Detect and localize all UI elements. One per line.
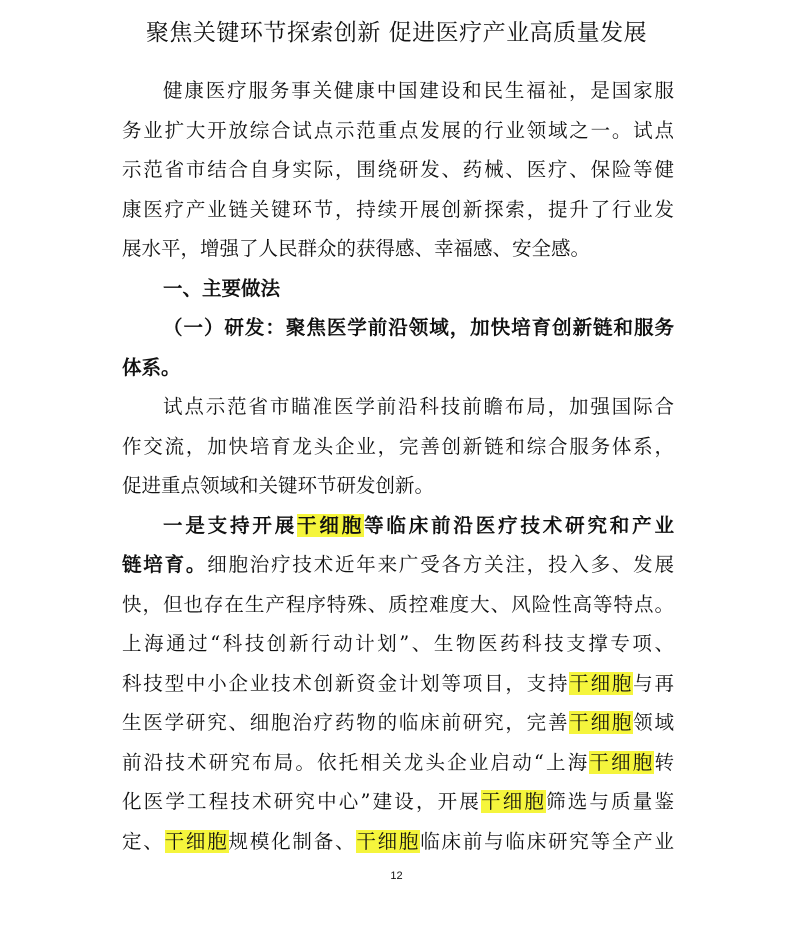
subsection-heading: （一）研发：聚焦医学前沿领域，加快培育创新链和服务	[163, 316, 674, 339]
page-number: 12	[390, 870, 403, 882]
paragraph-line: 科技型中小企业技术创新资金计划等项目，支持干细胞与再	[122, 671, 674, 695]
highlighted-term: 干细胞	[356, 829, 421, 853]
paragraph-line: 促进重点领域和关键环节研发创新。	[122, 474, 435, 497]
paragraph-line: 一是支持开展干细胞等临床前沿医疗技术研究和产业	[163, 513, 674, 537]
paragraph-line: 上海通过“科技创新行动计划”、生物医药科技支撑专项、	[122, 632, 674, 655]
paragraph-line: 试点示范省市瞄准医学前沿科技前瞻布局，加强国际合	[163, 395, 674, 418]
paragraph-line: 康医疗产业链关键环节，持续开展创新探索，提升了行业发	[122, 197, 674, 221]
highlighted-term: 干细胞	[297, 513, 365, 537]
paragraph-line: 生医学研究、细胞治疗药物的临床前研究，完善干细胞领域	[122, 711, 674, 734]
paragraph-line: 务业扩大开放综合试点示范重点发展的行业领域之一。试点	[122, 118, 674, 142]
paragraph-line: 定、干细胞规模化制备、干细胞临床前与临床研究等全产业	[122, 829, 674, 853]
highlighted-term: 干细胞	[589, 750, 655, 774]
highlighted-term: 干细胞	[569, 711, 634, 734]
paragraph-line: 示范省市结合自身实际，围绕研发、药械、医疗、保险等健	[122, 158, 674, 181]
paragraph-line: 化医学工程技术研究中心”建设，开展干细胞筛选与质量鉴	[122, 790, 674, 813]
section-heading: 一、主要做法	[163, 276, 281, 300]
document-body	[122, 71, 674, 861]
paragraph-line: 链培育。细胞治疗技术近年来广受各方关注，投入多、发展	[122, 553, 674, 576]
page-title: 聚焦关键环节探索创新 促进医疗产业高质量发展	[145, 20, 648, 46]
subsection-heading: 体系。	[122, 355, 181, 379]
paragraph-line: 展水平，增强了人民群众的获得感、幸福感、安全感。	[122, 237, 591, 260]
paragraph-line: 前沿技术研究布局。依托相关龙头企业启动“上海干细胞转	[122, 750, 674, 774]
paragraph-line: 作交流，加快培育龙头企业，完善创新链和综合服务体系，	[122, 434, 674, 458]
highlighted-term: 干细胞	[481, 790, 547, 813]
paragraph-line: 快，但也存在生产程序特殊、质控难度大、风险性高等特点。	[122, 592, 674, 616]
highlighted-term: 干细胞	[569, 671, 634, 695]
highlighted-term: 干细胞	[164, 829, 229, 853]
paragraph-line: 健康医疗服务事关健康中国建设和民生福祉，是国家服	[163, 79, 674, 102]
